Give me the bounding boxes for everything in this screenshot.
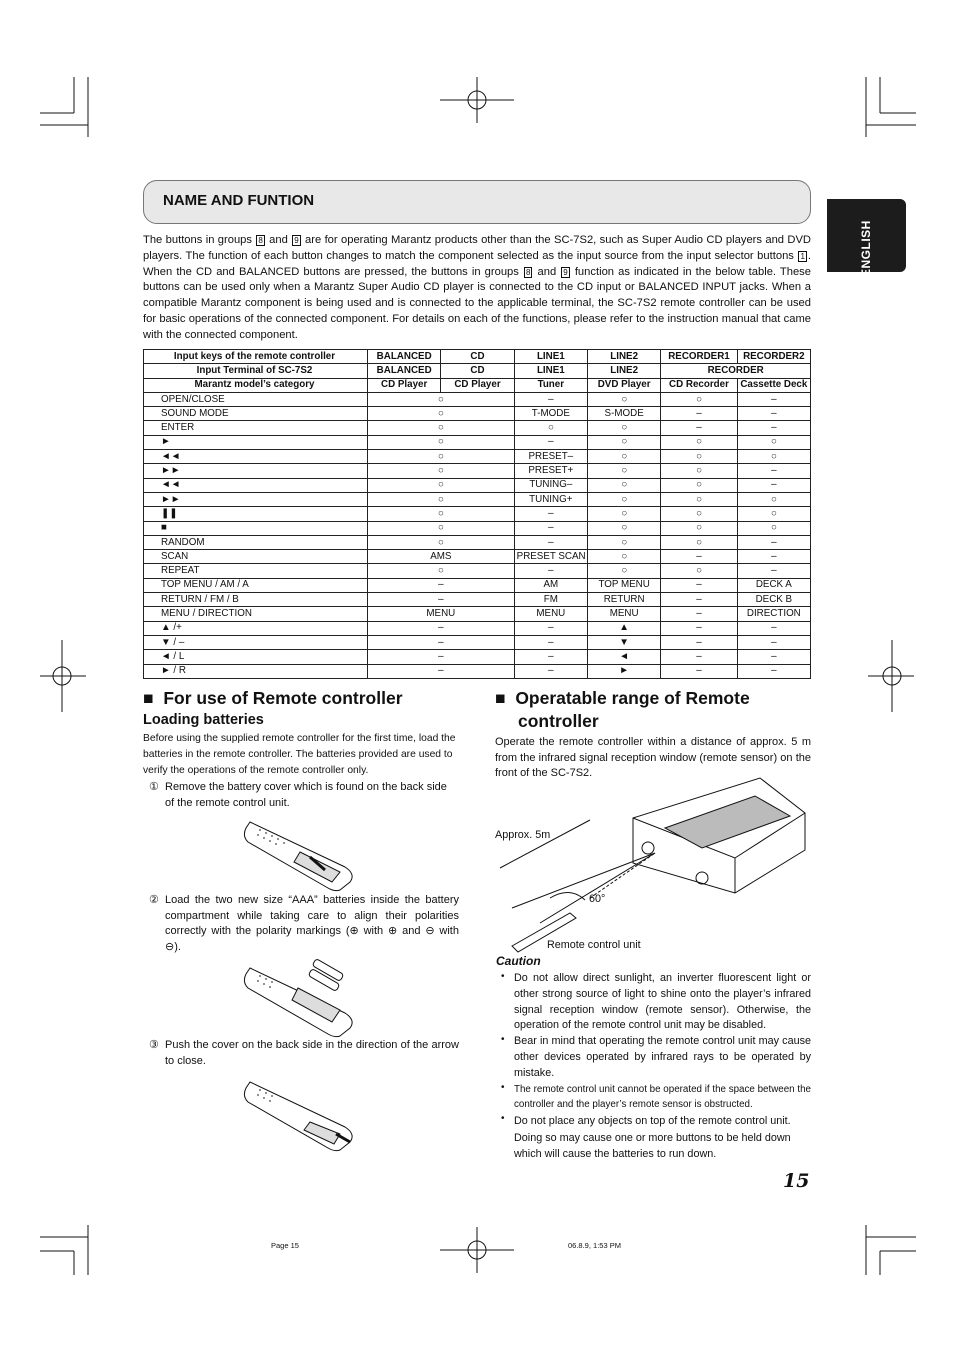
table-cell: –: [737, 478, 810, 492]
range-section-title: [495, 688, 750, 709]
table-cell: PRESET+: [514, 464, 587, 478]
step3-number: ③: [149, 1039, 159, 1051]
table-cell: ○: [587, 421, 660, 435]
table-cell: ○: [368, 450, 515, 464]
table-row: [144, 535, 811, 549]
table-cell: ○: [661, 492, 737, 506]
range-title-line1: Operatable range of Remote: [515, 688, 750, 708]
table-cell: –: [661, 550, 737, 564]
table-cell: ○: [587, 535, 660, 549]
table-cell: DECK A: [737, 578, 810, 592]
table-key-cell: ENTER: [144, 421, 368, 435]
table-row: [144, 521, 811, 535]
step2-number: ②: [149, 894, 159, 906]
intro-text: function as indicated in the below table. These buttons can be used only when a Marantz Super Audio CD player is connected to the CD input or BALANCED INPUT jacks. When a compatible Marantz component is being used and is connected to the applicable terminal, the SC-7S2 remote controller can be used for basic operations of the connected component. For details on each of the functions, please refer to the instruction manual that came with the connected component.: [143, 265, 812, 341]
minus-icon: ⊖: [165, 940, 175, 953]
table-cell: –: [661, 578, 737, 592]
caution-item: [501, 1113, 811, 1163]
table-cell: ○: [587, 550, 660, 564]
range-diagram: [490, 768, 815, 958]
table-cell: ○: [737, 450, 810, 464]
table-cell: –: [737, 464, 810, 478]
table-cell: –: [368, 578, 515, 592]
group-number: 9: [563, 267, 568, 277]
step1-number: ①: [149, 781, 159, 793]
table-cell: ▲: [587, 621, 660, 635]
table-cell: –: [514, 621, 587, 635]
remote-batteries-illustration: [240, 958, 365, 1038]
remote-cover-illustration: [240, 812, 365, 892]
table-cell: DECK B: [737, 593, 810, 607]
step2-text: [165, 893, 459, 955]
step2-with: with: [434, 925, 459, 937]
table-cell: ○: [587, 392, 660, 406]
intro-paragraph: [143, 233, 811, 344]
table-cell: –: [661, 407, 737, 421]
table-key-cell: SOUND MODE: [144, 407, 368, 421]
remote-unit-label: Remote control unit: [547, 939, 641, 951]
caution-item: [501, 971, 811, 1034]
table-key-cell: ■: [144, 521, 368, 535]
table-cell: –: [661, 650, 737, 664]
table-row: [144, 407, 811, 421]
table-cell: ○: [587, 507, 660, 521]
table-cell: PRESET–: [514, 450, 587, 464]
table-cell: –: [514, 564, 587, 578]
table-cell: ○: [587, 521, 660, 535]
caution-text: The remote control unit cannot be operated if the space between the controller and the player’s remote sensor is obstructed.: [514, 1083, 811, 1111]
table-header-row: [144, 364, 811, 378]
group-number: 1: [800, 251, 805, 261]
table-header-cell: LINE1: [514, 350, 587, 364]
range-intro: Operate the remote controller within a distance of approx. 5 m from the infrared signal reception window (remote sensor) on the front of the SC-7S2.: [495, 736, 811, 779]
table-key-cell: ◄◄: [144, 478, 368, 492]
table-row: [144, 564, 811, 578]
angle-label: 60°: [589, 893, 606, 905]
table-row: [144, 421, 811, 435]
step3-text: Push the cover on the back side in the direction of the arrow to close.: [165, 1039, 459, 1067]
group-number: 8: [525, 267, 531, 277]
table-row: [144, 507, 811, 521]
bullet-icon: •: [501, 1081, 505, 1093]
table-cell: RETURN: [587, 593, 660, 607]
table-cell: –: [737, 664, 810, 678]
table-cell: ○: [661, 450, 737, 464]
table-cell: ○: [368, 392, 515, 406]
table-cell: –: [737, 407, 810, 421]
caution-text: Do not place any objects on top of the remote control unit. Doing so may cause one or more buttons to be held down which will cause the batteries to run down.: [514, 1115, 791, 1161]
table-header-cell: CD Recorder: [661, 378, 737, 392]
table-cell: ◄: [587, 650, 660, 664]
table-header-cell: BALANCED: [368, 350, 441, 364]
table-cell: TUNING–: [514, 478, 587, 492]
table-key-cell: ◄ / L: [144, 650, 368, 664]
table-cell: ○: [587, 464, 660, 478]
table-cell: –: [514, 521, 587, 535]
table-cell: ►: [587, 664, 660, 678]
table-key-cell: ◄◄: [144, 450, 368, 464]
step2-close: ).: [174, 940, 181, 953]
table-header-cell: CD Player: [368, 378, 441, 392]
table-cell: ○: [661, 435, 737, 449]
caution-item: [501, 1082, 811, 1114]
square-bullet-icon: ■: [495, 688, 506, 708]
caution-text: Bear in mind that operating the remote control unit may cause other devices operated by infrared rays to be operated by mistake.: [514, 1035, 811, 1079]
table-header-cell: CD Player: [441, 378, 514, 392]
table-cell: ○: [368, 421, 515, 435]
table-row: [144, 650, 811, 664]
table-cell: DIRECTION: [737, 607, 810, 621]
table-cell: –: [514, 664, 587, 678]
table-cell: –: [737, 421, 810, 435]
table-cell: –: [661, 593, 737, 607]
table-cell: ○: [661, 521, 737, 535]
table-header-row: [144, 350, 811, 364]
table-header-cell: CD: [441, 350, 514, 364]
table-cell: –: [368, 593, 515, 607]
table-cell: ○: [661, 535, 737, 549]
table-cell: S-MODE: [587, 407, 660, 421]
table-row: [144, 664, 811, 678]
table-cell: AM: [514, 578, 587, 592]
table-cell: –: [514, 635, 587, 649]
table-row: [144, 621, 811, 635]
table-cell: MENU: [368, 607, 515, 621]
table-row: [144, 607, 811, 621]
table-cell: ○: [587, 450, 660, 464]
table-key-cell: TOP MENU / AM / A: [144, 578, 368, 592]
range-title-line2: controller: [518, 711, 599, 731]
square-bullet-icon: ■: [143, 688, 154, 708]
table-key-cell: MENU / DIRECTION: [144, 607, 368, 621]
table-cell: –: [514, 507, 587, 521]
table-row: [144, 593, 811, 607]
remote-title-text: For use of Remote controller: [163, 688, 403, 708]
table-cell: –: [661, 421, 737, 435]
table-key-cell: ▼ / –: [144, 635, 368, 649]
table-header-cell: Input keys of the remote controller: [144, 350, 368, 364]
page-number: 15: [783, 1170, 810, 1192]
table-header-cell: DVD Player: [587, 378, 660, 392]
table-cell: –: [737, 392, 810, 406]
table-header-cell: LINE2: [587, 350, 660, 364]
table-cell: –: [661, 621, 737, 635]
bullet-icon: •: [501, 971, 505, 982]
step2-with: with: [358, 925, 389, 937]
remote-close-illustration: [240, 1072, 365, 1152]
language-tab-label: ENGLISH: [859, 220, 873, 277]
table-cell: FM: [514, 593, 587, 607]
table-key-cell: SCAN: [144, 550, 368, 564]
footer-timestamp: 06.8.9, 1:53 PM: [568, 1241, 621, 1250]
table-cell: ○: [368, 478, 515, 492]
table-cell: ○: [661, 507, 737, 521]
table-header-cell: RECORDER1: [661, 350, 737, 364]
remote-section-title: [143, 688, 403, 709]
table-cell: –: [368, 621, 515, 635]
table-cell: ○: [368, 435, 515, 449]
bullet-icon: •: [501, 1113, 505, 1125]
table-row: [144, 578, 811, 592]
table-header-row: [144, 378, 811, 392]
table-cell: ○: [368, 492, 515, 506]
table-cell: T-MODE: [514, 407, 587, 421]
bullet-icon: •: [501, 1034, 505, 1046]
caution-list: [501, 971, 811, 1163]
table-key-cell: ❚❚: [144, 507, 368, 521]
table-cell: ○: [661, 564, 737, 578]
table-cell: –: [514, 650, 587, 664]
table-cell: TOP MENU: [587, 578, 660, 592]
remote-intro: Before using the supplied remote controller for the first time, load the batteries in the remote controller. The batteries provided are used to verify the operations of the remote controller only.: [143, 733, 456, 776]
table-cell: ○: [737, 492, 810, 506]
table-cell: ○: [661, 478, 737, 492]
table-cell: ▼: [587, 635, 660, 649]
table-cell: –: [661, 607, 737, 621]
table-cell: ○: [737, 521, 810, 535]
caution-title: Caution: [496, 954, 541, 968]
table-header-cell: BALANCED: [368, 364, 441, 378]
table-cell: –: [737, 535, 810, 549]
group-number: 8: [258, 236, 263, 245]
table-cell: –: [661, 664, 737, 678]
table-key-cell: OPEN/CLOSE: [144, 392, 368, 406]
table-header-cell: LINE1: [514, 364, 587, 378]
table-cell: ○: [368, 407, 515, 421]
table-cell: ○: [587, 564, 660, 578]
table-header-cell: RECORDER2: [737, 350, 810, 364]
table-cell: –: [737, 564, 810, 578]
table-cell: ○: [514, 421, 587, 435]
table-key-cell: ▲ /+: [144, 621, 368, 635]
table-cell: ○: [737, 435, 810, 449]
table-header-cell: RECORDER: [661, 364, 811, 378]
table-key-cell: REPEAT: [144, 564, 368, 578]
plus-icon: ⊕: [388, 925, 398, 937]
table-header-cell: Cassette Deck: [737, 378, 810, 392]
step1-text: Remove the battery cover which is found on the back side of the remote control unit.: [165, 781, 447, 809]
table-key-cell: ►►: [144, 464, 368, 478]
table-row: [144, 550, 811, 564]
intro-text: and: [265, 234, 292, 246]
table-row: [144, 635, 811, 649]
table-cell: –: [737, 621, 810, 635]
intro-text: The buttons in groups: [143, 234, 256, 246]
table-cell: ○: [368, 507, 515, 521]
table-header-cell: Marantz model’s category: [144, 378, 368, 392]
table-cell: ○: [587, 492, 660, 506]
table-key-cell: RETURN / FM / B: [144, 593, 368, 607]
plus-icon: ⊕: [349, 925, 359, 937]
intro-text: and: [533, 265, 561, 278]
table-row: [144, 435, 811, 449]
table-cell: –: [514, 392, 587, 406]
table-cell: ○: [587, 435, 660, 449]
table-cell: ○: [368, 464, 515, 478]
table-row: [144, 450, 811, 464]
table-cell: AMS: [368, 550, 515, 564]
table-cell: MENU: [587, 607, 660, 621]
step2-text-main: Load the two new size “AAA” batteries inside the battery compartment while taking care to align their polarities correctly with the polarity markings (: [165, 894, 459, 937]
table-cell: –: [737, 650, 810, 664]
approx-distance-label: Approx. 5m: [495, 829, 551, 841]
table-row: [144, 392, 811, 406]
caution-item: [501, 1034, 811, 1081]
language-tab: [827, 199, 906, 277]
table-cell: MENU: [514, 607, 587, 621]
table-cell: –: [737, 635, 810, 649]
table-row: [144, 464, 811, 478]
table-cell: –: [661, 635, 737, 649]
table-cell: ○: [661, 392, 737, 406]
table-cell: TUNING+: [514, 492, 587, 506]
table-row: [144, 492, 811, 506]
table-key-cell: ►: [144, 435, 368, 449]
intro-text: are for operating Marantz products other than the SC-7S2, such as Super Audio CD players and DVD players. The function of each button changes to match the component selected as the input source from the input selector buttons: [143, 234, 811, 262]
intro-text: . When the CD and BALANCED buttons are pressed, the buttons in groups: [143, 249, 811, 278]
function-table: [143, 349, 811, 679]
table-cell: ○: [661, 464, 737, 478]
table-cell: PRESET SCAN: [514, 550, 587, 564]
table-header-cell: CD: [441, 364, 514, 378]
table-row: [144, 478, 811, 492]
section-title: NAME AND FUNTION: [163, 192, 315, 209]
table-cell: ○: [737, 507, 810, 521]
table-cell: –: [514, 435, 587, 449]
table-cell: –: [737, 550, 810, 564]
table-key-cell: RANDOM: [144, 535, 368, 549]
table-header-cell: LINE2: [587, 364, 660, 378]
table-key-cell: ► / R: [144, 664, 368, 678]
table-cell: –: [368, 650, 515, 664]
table-header-cell: Tuner: [514, 378, 587, 392]
table-key-cell: ►►: [144, 492, 368, 506]
table-cell: ○: [368, 535, 515, 549]
table-cell: –: [514, 535, 587, 549]
footer-page: Page 15: [271, 1241, 299, 1250]
step2-and: and: [397, 925, 426, 937]
group-number: 9: [294, 236, 299, 245]
caution-text: Do not allow direct sunlight, an inverter fluorescent light or other strong source of light to shine onto the player’s infrared signal reception window (remote sensor). Otherwise, the operation of the remote control unit may be disabled.: [514, 972, 811, 1032]
table-cell: ○: [368, 564, 515, 578]
table-cell: ○: [587, 478, 660, 492]
table-cell: –: [368, 635, 515, 649]
table-cell: ○: [368, 521, 515, 535]
loading-batteries-title: Loading batteries: [143, 712, 264, 728]
table-cell: –: [368, 664, 515, 678]
minus-icon: ⊖: [425, 925, 435, 937]
table-header-cell: Input Terminal of SC-7S2: [144, 364, 368, 378]
